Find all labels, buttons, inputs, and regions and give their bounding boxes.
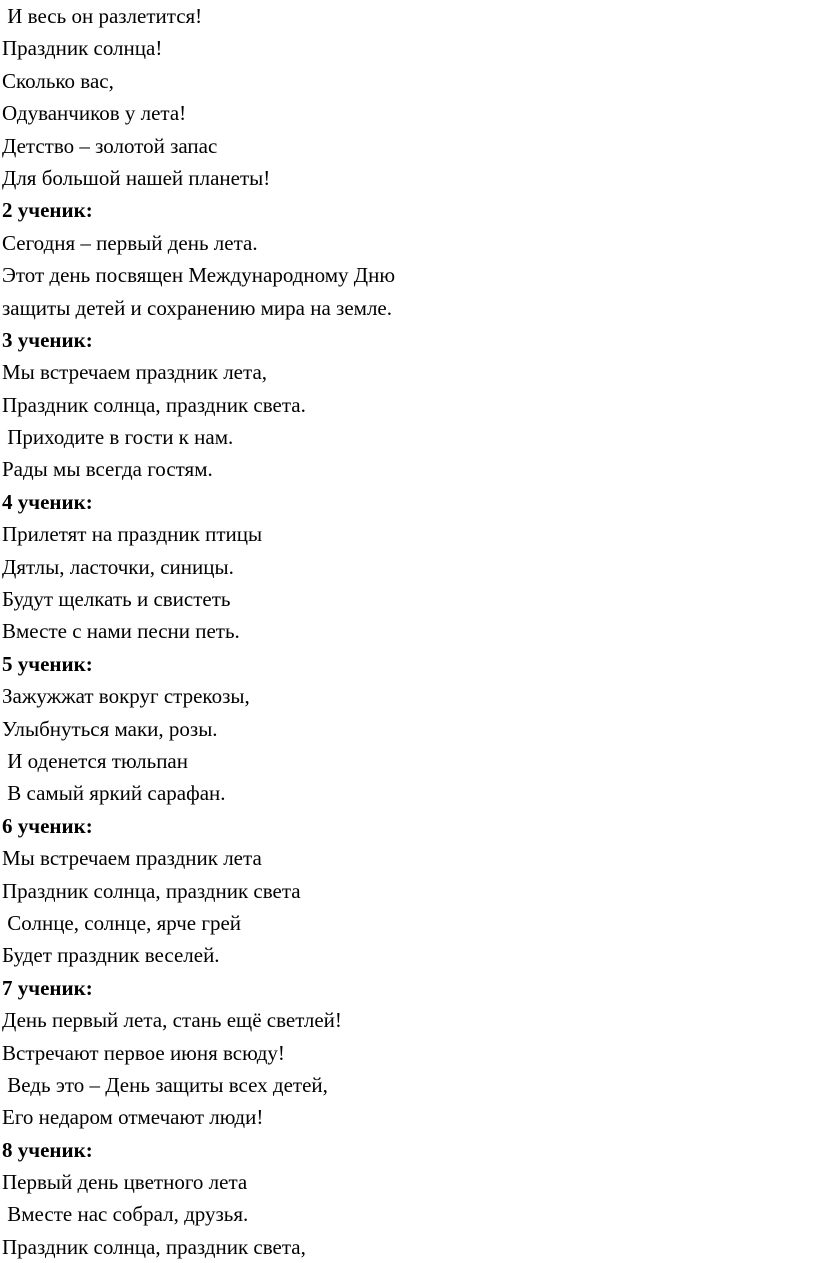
verse-line: Встречают первое июня всюду! [2, 1040, 285, 1065]
speaker-heading: 7 ученик: [2, 975, 93, 1000]
poem-text [2, 0, 802, 1263]
verse-line: Праздник солнца! [2, 36, 163, 61]
verse-line: И весь он разлетится! [2, 4, 203, 28]
verse-line: Приходите в гости к нам. [2, 425, 234, 450]
verse-line: Прилетят на праздник птицы [2, 522, 263, 547]
verse-line: защиты детей и сохранению мира на земле. [2, 295, 392, 320]
verse-line: Сколько вас, [2, 68, 114, 93]
verse-line: Одуванчиков у лета! [2, 101, 187, 126]
verse-line: В самый яркий сарафан. [2, 781, 226, 806]
verse-line: Праздник солнца, праздник света. [2, 392, 306, 417]
speaker-heading: 3 ученик: [2, 327, 93, 352]
verse-line: Будет праздник веселей. [2, 943, 220, 968]
speaker-heading: 5 ученик: [2, 651, 93, 676]
verse-line: Дятлы, ласточки, синицы. [2, 554, 234, 579]
verse-line: Солнце, солнце, ярче грей [2, 910, 242, 935]
verse-line: Вместе с нами песни петь. [2, 619, 240, 644]
verse-line: И оденется тюльпан [2, 748, 188, 773]
verse-line: Зажужжат вокруг стрекозы, [2, 684, 250, 709]
verse-line: Праздник солнца, праздник света [2, 878, 301, 903]
verse-line: Будут щелкать и свистеть [2, 587, 231, 612]
verse-line: День первый лета, стань ещё светлей! [2, 1008, 342, 1033]
verse-line: Вместе нас собрал, друзья. [2, 1202, 249, 1227]
verse-line: Мы встречаем праздник лета, [2, 360, 268, 385]
speaker-heading: 8 ученик: [2, 1137, 93, 1162]
verse-line: Его недаром отмечают люди! [2, 1105, 264, 1130]
verse-line: Праздник солнца, праздник света, [2, 1234, 306, 1259]
verse-line: Детство – золотой запас [2, 133, 218, 158]
verse-line: Для большой нашей планеты! [2, 165, 271, 190]
verse-line: Мы встречаем праздник лета [2, 846, 262, 871]
verse-line: Ведь это – День защиты всех детей, [2, 1072, 328, 1097]
verse-line: Рады мы всегда гостям. [2, 457, 213, 482]
verse-line: Первый день цветного лета [2, 1170, 248, 1195]
speaker-heading: 2 ученик: [2, 198, 93, 223]
verse-line: Этот день посвящен Международному Дню [2, 263, 396, 288]
speaker-heading: 6 ученик: [2, 813, 93, 838]
verse-line: Улыбнуться маки, розы. [2, 716, 218, 741]
verse-line: Сегодня – первый день лета. [2, 230, 258, 255]
speaker-heading: 4 ученик: [2, 489, 93, 514]
